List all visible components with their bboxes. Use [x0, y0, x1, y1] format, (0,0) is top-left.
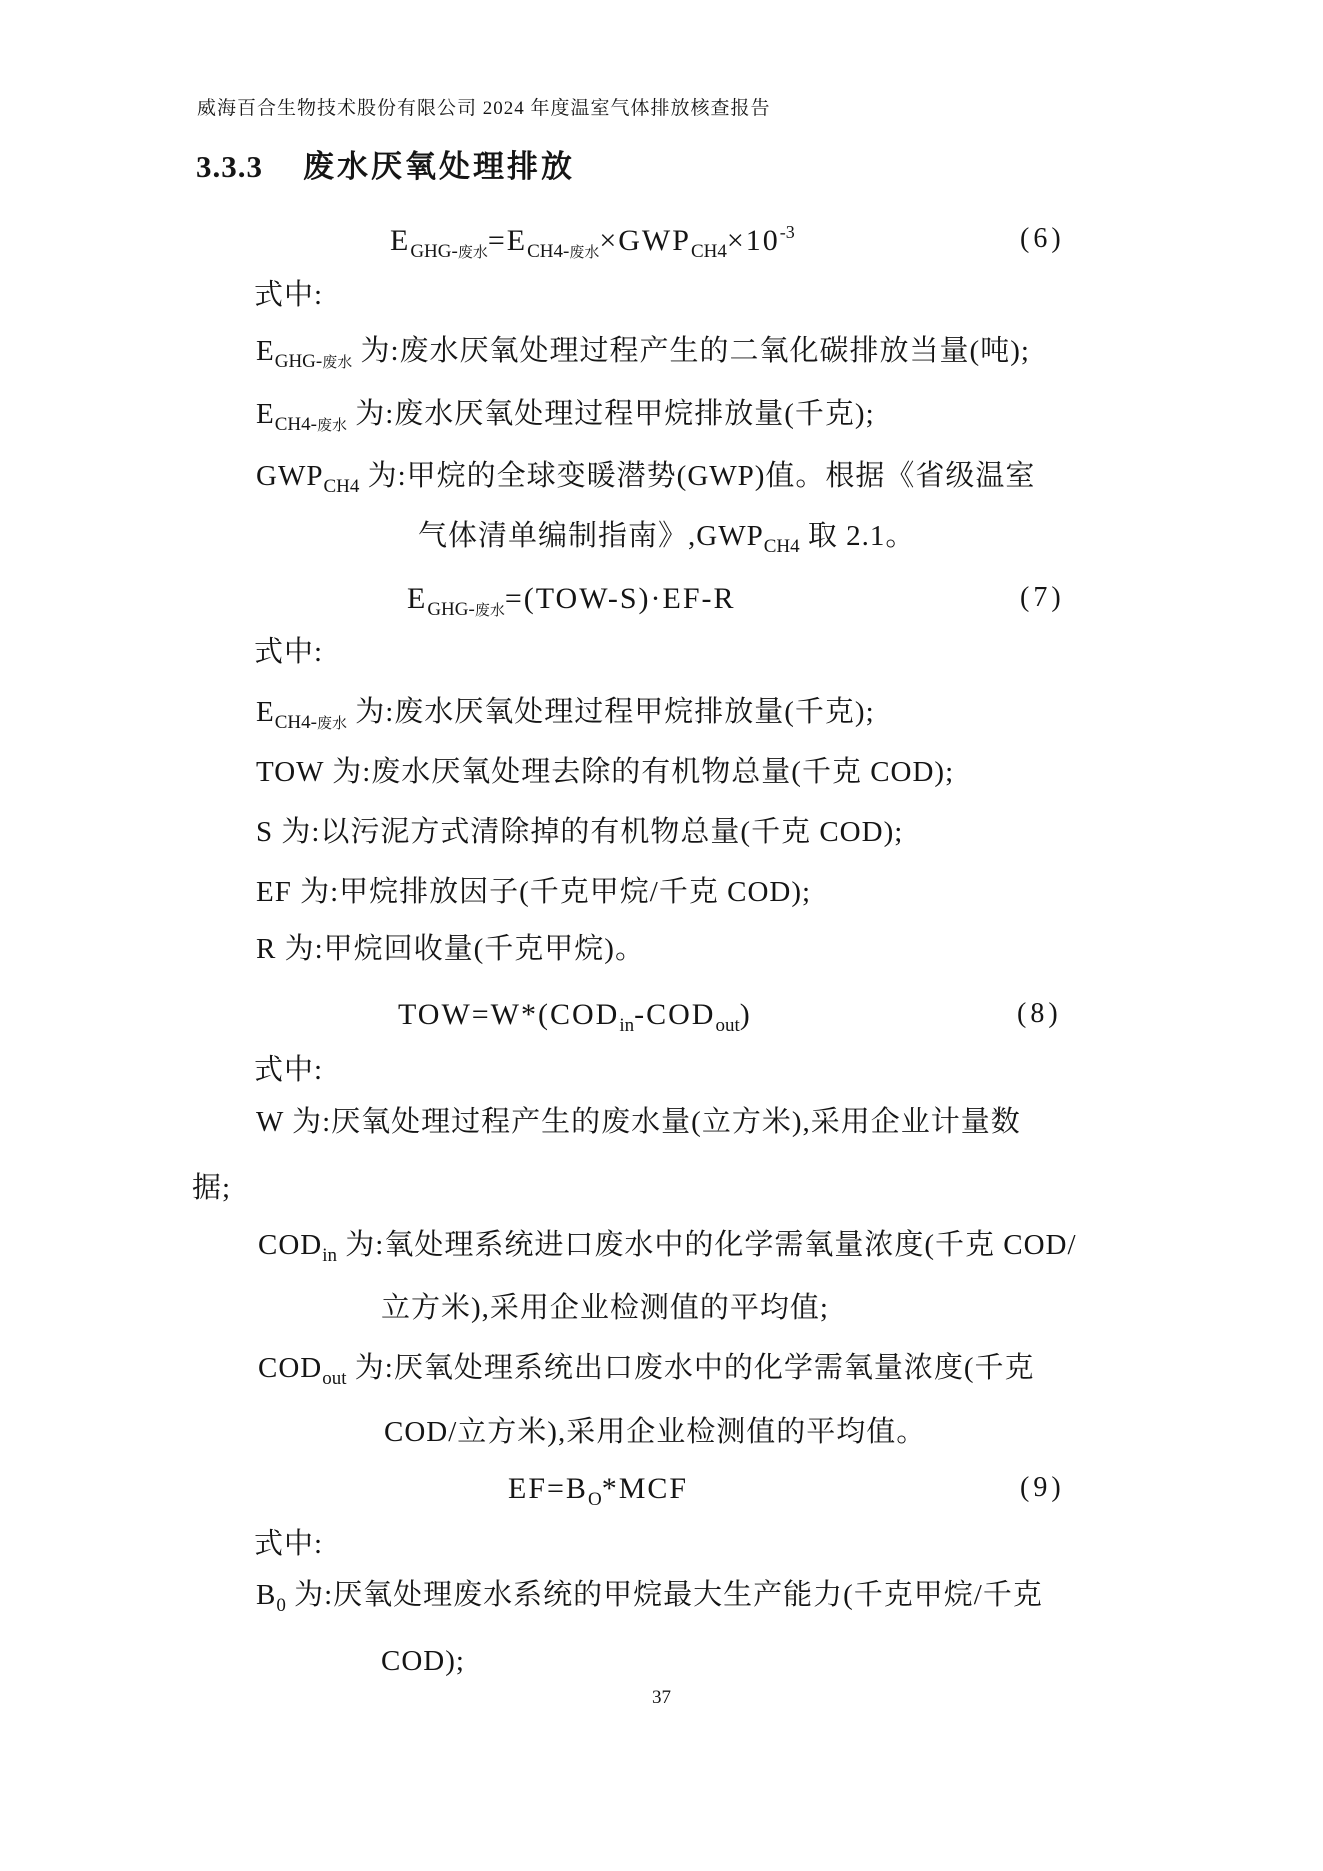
- def-text: 为:厌氧处理系统出口废水中的化学需氧量浓度(千克: [346, 1352, 1035, 1384]
- def-gwp-continuation: 气体清单编制指南》,GWPCH4 取 2.1。: [418, 520, 916, 557]
- formula-6-expression: EGHG-废水=ECH4-废水$\times GWPCH4\times 10^{-3}$: [390, 224, 795, 257]
- def-r: R 为:甲烷回收量(千克甲烷)。: [256, 933, 645, 965]
- def-eghg: [256, 333, 1030, 376]
- superscript: -3: [779, 222, 795, 242]
- def-text: 为:氧处理系统进口废水中的化学需氧量浓度(千克 COD/: [337, 1229, 1077, 1261]
- subscript: CH4: [323, 476, 360, 497]
- def-gwp: [256, 458, 1035, 499]
- subscript: GHG-废水: [274, 351, 353, 372]
- subscript: out: [322, 1368, 347, 1389]
- subscript: O: [587, 1489, 602, 1510]
- page-number: 37: [652, 1687, 671, 1708]
- formula-7: [0, 580, 1323, 625]
- subscript: CH4-废水: [274, 414, 347, 435]
- def-ech4-2: [256, 694, 875, 737]
- doc-header: [197, 97, 771, 121]
- var-e: E: [390, 224, 411, 257]
- subscript: in: [619, 1015, 635, 1036]
- formula-9-number: (9): [1020, 1472, 1065, 1503]
- var-b: B: [256, 1579, 277, 1611]
- def-ech4: [256, 396, 875, 439]
- def-codout: [258, 1350, 1034, 1391]
- def-text: 为:废水厌氧处理过程甲烷排放量(千克);: [346, 398, 875, 430]
- section-title: 废水厌氧处理排放: [303, 149, 575, 184]
- label-shizhong-2: 式中:: [254, 636, 324, 668]
- var-cod: COD: [258, 1229, 323, 1261]
- formula-6-number: (6): [1020, 223, 1065, 254]
- def-s: S 为:以污泥方式清除掉的有机物总量(千克 COD);: [256, 816, 904, 848]
- subscript: CH4-废水: [274, 712, 347, 733]
- label-shizhong-1: 式中:: [254, 279, 324, 311]
- var-e: E: [256, 696, 275, 728]
- subscript: CH4: [690, 241, 727, 262]
- section-heading: [196, 148, 575, 187]
- def-text: 为:厌氧处理废水系统的甲烷最大生产能力(千克甲烷/千克: [285, 1579, 1043, 1611]
- section-number: 3.3.3: [196, 149, 263, 184]
- formula-6: [0, 221, 1323, 267]
- def-tow: TOW 为:废水厌氧处理去除的有机物总量(千克 COD);: [256, 756, 955, 788]
- label-shizhong-4: 式中:: [254, 1528, 324, 1560]
- def-codin: [258, 1227, 1077, 1268]
- def-w-continuation: 据;: [192, 1172, 232, 1204]
- subscript: GHG-废水: [410, 241, 488, 262]
- formula-8: [0, 996, 1323, 1038]
- def-codout-continuation: COD/立方米),采用企业检测值的平均值。: [384, 1416, 927, 1448]
- var-e: E: [407, 582, 428, 615]
- formula-7-expression: EGHG-废水=(TOW-S)·EF-R: [407, 582, 736, 615]
- def-w: W 为:厌氧处理过程产生的废水量(立方米),采用企业计量数: [256, 1106, 1021, 1138]
- formula-7-number: (7): [1020, 582, 1065, 613]
- formula-9: [0, 1470, 1323, 1512]
- subscript: CH4: [763, 536, 800, 557]
- subscript: in: [322, 1245, 338, 1266]
- def-b0-continuation: COD);: [381, 1645, 465, 1677]
- def-ef: EF 为:甲烷排放因子(千克甲烷/千克 COD);: [256, 876, 812, 908]
- var-cod: COD: [258, 1352, 323, 1384]
- doc-header-text: 威海百合生物技术股份有限公司 2024 年度温室气体排放核查报告: [197, 98, 771, 119]
- formula-9-expression: EF=BO*MCF: [508, 1472, 689, 1510]
- subscript: 0: [276, 1595, 286, 1616]
- var-e: E: [256, 335, 275, 367]
- label-shizhong-3: 式中:: [254, 1054, 324, 1086]
- formula-8-number: (8): [1017, 998, 1062, 1029]
- var-gwp: GWP: [256, 460, 324, 492]
- def-text: 为:废水厌氧处理过程产生的二氧化碳排放当量(吨);: [352, 335, 1030, 367]
- var-e: E: [256, 398, 275, 430]
- def-text: 为:甲烷的全球变暖潜势(GWP)值。根据《省级温室: [359, 460, 1036, 492]
- formula-8-expression: TOW=W*(CODin-CODout): [398, 998, 752, 1036]
- def-b0: [256, 1577, 1043, 1618]
- def-codin-continuation: 立方米),采用企业检测值的平均值;: [381, 1292, 829, 1324]
- subscript: out: [715, 1015, 740, 1036]
- subscript: CH4-废水: [527, 241, 600, 262]
- subscript: GHG-废水: [427, 599, 505, 620]
- def-text: 为:废水厌氧处理过程甲烷排放量(千克);: [346, 696, 875, 728]
